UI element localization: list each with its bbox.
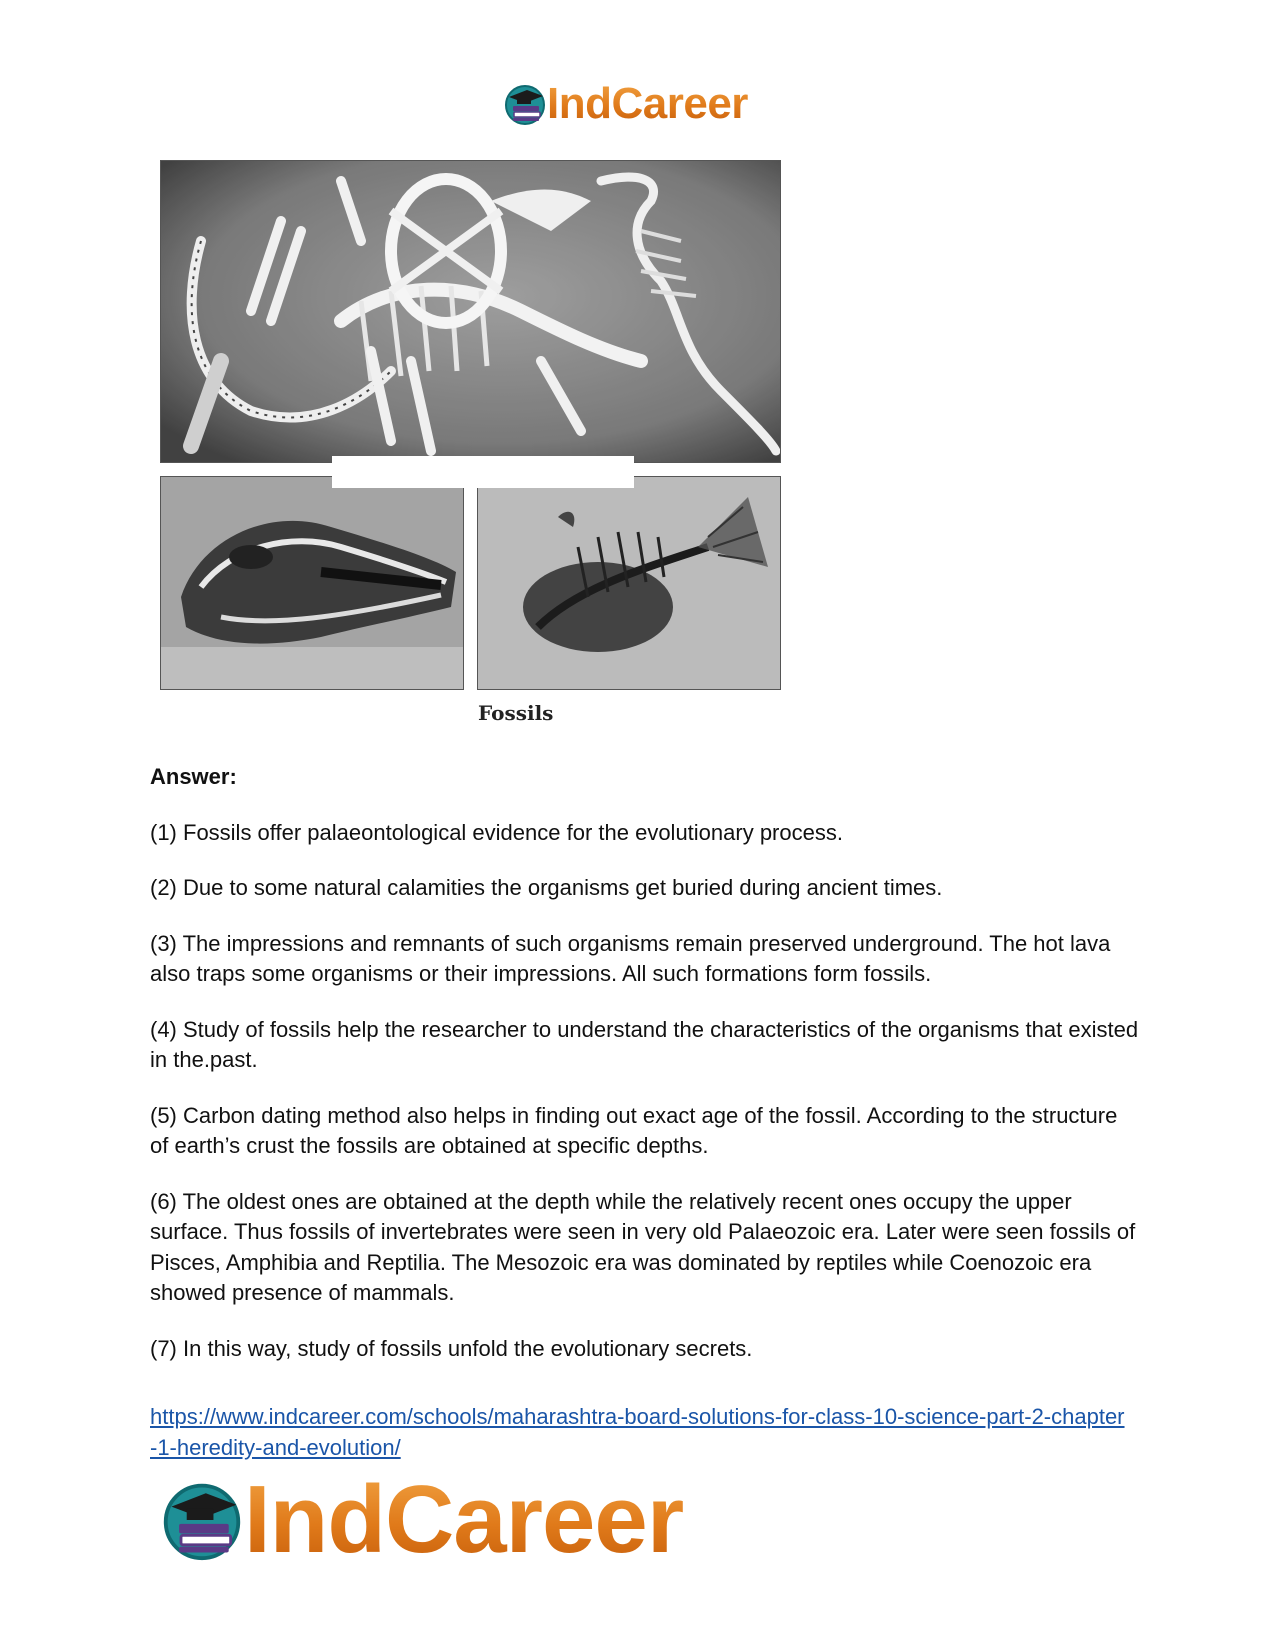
figure-caption: Fossils xyxy=(478,701,554,725)
graduation-book-icon xyxy=(503,82,547,126)
answer-point-3: (3) The impressions and remnants of such organisms remain preserved underground. The hot lava also traps some organisms or their impressions. All such formations form fossils. xyxy=(150,930,1111,986)
graduation-book-icon xyxy=(160,1478,244,1562)
reptile-skull-fossil xyxy=(160,476,464,690)
answer-point-7: (7) In this way, study of fossils unfold the evolutionary secrets. xyxy=(150,1335,753,1361)
answer-point-5: (5) Carbon dating method also helps in finding out exact age of the fossil. According to the structure of earth’s crust the fossils are obtained at specific depths. xyxy=(150,1102,1118,1158)
answer-content xyxy=(150,762,1140,1463)
answer-point-4: (4) Study of fossils help the researcher to understand the characteristics of the organisms that existed in the.past. xyxy=(150,1016,1139,1072)
fish-fossil xyxy=(477,476,781,690)
source-link[interactable]: https://www.indcareer.com/schools/maharashtra-board-solutions-for-class-10-science-part-2-chapter-1-heredity-and-evolution/ xyxy=(150,1404,1125,1460)
answer-point-1: (1) Fossils offer palaeontological evidence for the evolutionary process. xyxy=(150,819,843,845)
brand-name: IndCareer xyxy=(547,79,748,128)
answer-point-2: (2) Due to some natural calamities the organisms get buried during ancient times. xyxy=(150,875,943,900)
footer-logo xyxy=(160,1466,684,1573)
brand-name: IndCareer xyxy=(244,1466,684,1573)
answer-point-6: (6) The oldest ones are obtained at the depth while the relatively recent ones occupy the upper surface. Thus fossils of invertebrates were seen in very old Palaeozoic era. Later were seen fossils of Pisces, Amphibia and Reptilia. The Mesozoic era was dominated by reptiles while Coenozoic era showed presence of mammals. xyxy=(150,1188,1136,1305)
image-label-mask xyxy=(332,456,634,488)
answer-heading: Answer: xyxy=(150,764,237,789)
header-logo xyxy=(503,79,748,128)
dinosaur-skeleton-fossil xyxy=(160,160,781,463)
fossils-figure xyxy=(150,156,782,730)
